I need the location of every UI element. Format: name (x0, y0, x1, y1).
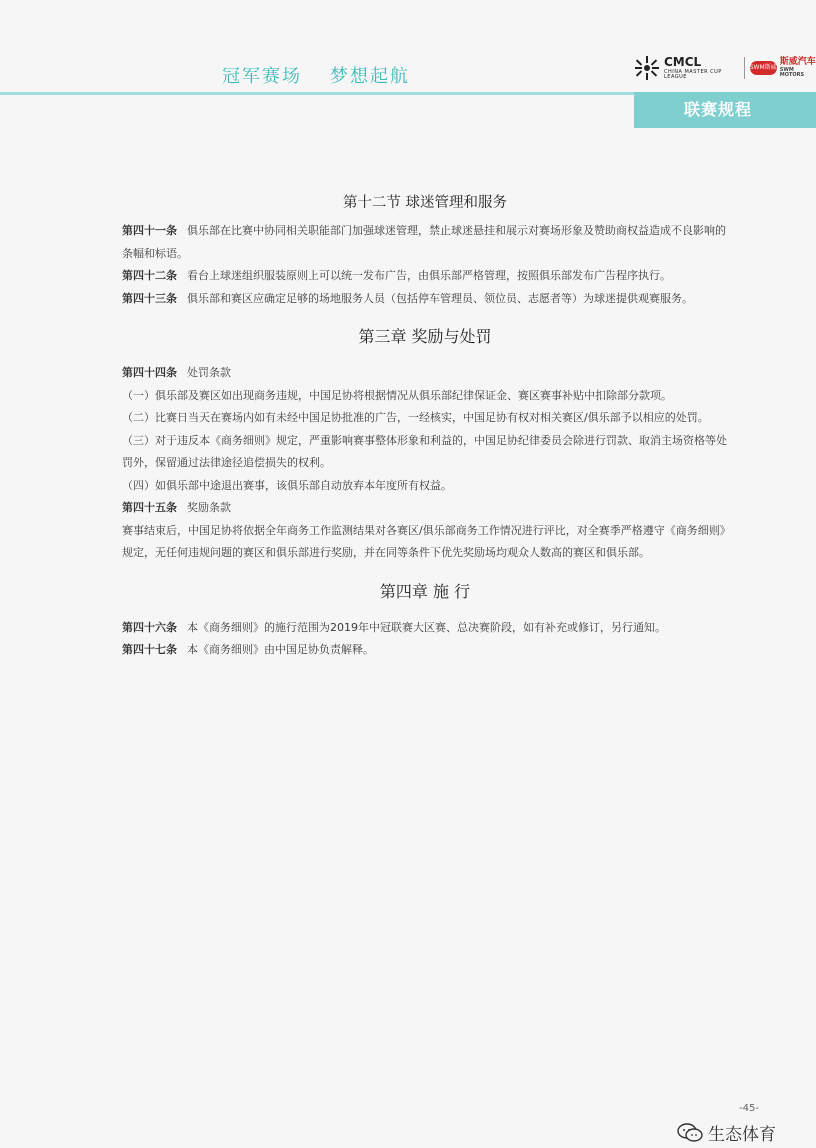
chapter-4-heading: 第四章 施 行 (379, 581, 471, 601)
article-title: 奖励条款 (187, 501, 231, 514)
article-label: 第四十一条 (122, 224, 177, 237)
article-text: 本《商务细则》的施行范围为2019年中冠联赛大区赛、总决赛阶段，如有补充或修订，另行通知。 (187, 620, 666, 634)
article-title: 处罚条款 (187, 366, 231, 379)
article-label: 第四十六条 (122, 620, 177, 634)
article-label: 第四十二条 (122, 269, 177, 282)
header-slogan (222, 62, 410, 88)
article-44-item-2: （二）比赛日当天在赛场内如有未经中国足协批准的广告，一经核实，中国足协有权对相关赛区/俱乐部予以相应的处罚。 (122, 411, 709, 424)
article-41 (122, 220, 728, 265)
swm-logo-subtitle: SWM MOTORS (779, 67, 805, 78)
article-44-item-4: （四）如俱乐部中途退出赛事，该俱乐部自动放弃本年度所有权益。 (122, 478, 452, 492)
swm-logo-badge: SWM斯威 (750, 61, 777, 75)
slogan-right: 梦想起航 (330, 66, 410, 87)
watermark (676, 1120, 776, 1145)
header-logos (634, 54, 816, 82)
cmcl-logo-text: CMCL CHINA MASTER CUP LEAGUE (664, 56, 739, 80)
chapter-3-heading: 第三章 奖励与处罚 (358, 327, 492, 346)
article-label: 第四十五条 (122, 501, 177, 514)
swm-logo-text: 斯威汽车 SWM MOTORS (779, 57, 816, 78)
section-heading: 第十二节 球迷管理和服务 (342, 195, 508, 211)
article-43 (122, 288, 728, 311)
cmcl-logo-subtitle: CHINA MASTER CUP LEAGUE (664, 69, 722, 80)
logo-divider (744, 57, 745, 79)
article-label: 第四十四条 (122, 366, 177, 379)
article-text: 看台上球迷组织服装原则上可以统一发布广告，由俱乐部严格管理，按照俱乐部发布广告程序执行。 (187, 269, 671, 282)
article-text: 俱乐部和赛区应确定足够的场地服务人员（包括停车管理员、领位员、志愿者等）为球迷提供观赛服务。 (187, 291, 693, 305)
slogan-left: 冠军赛场 (222, 66, 302, 87)
article-45 (122, 497, 728, 520)
article-44-item-1: （一）俱乐部及赛区如出现商务违规，中国足协将根据情况从俱乐部纪律保证金、赛区赛事补贴中扣除部分款项。 (122, 388, 672, 402)
document-body (122, 190, 728, 662)
article-label: 第四十七条 (122, 643, 177, 656)
article-46 (122, 617, 728, 640)
article-42 (122, 265, 728, 288)
watermark-text: 生态体育 (708, 1125, 776, 1145)
article-44 (122, 362, 728, 385)
article-44-item-3: （三）对于违反本《商务细则》规定，严重影响赛事整体形象和利益的，中国足协纪律委员会除进行罚款、取消主场资格等处罚外，保留通过法律途径追偿损失的权利。 (122, 433, 727, 469)
section-tab: 联赛规程 (634, 92, 816, 128)
wechat-icon (676, 1122, 704, 1144)
article-47 (122, 639, 728, 662)
article-text: 俱乐部在比赛中协同相关职能部门加强球迷管理，禁止球迷悬挂和展示对赛场形象及赞助商权益造成不良影响的条幅和标语。 (122, 224, 726, 260)
article-label: 第四十三条 (122, 291, 177, 305)
cmcl-logo-icon (634, 55, 660, 81)
article-45-text: 赛事结束后，中国足协将依据全年商务工作监测结果对各赛区/俱乐部商务工作情况进行评比，对全赛季严格遵守《商务细则》规定，无任何违规问题的赛区和俱乐部进行奖励，并在同等条件下优先奖励场均观众人数高的赛区和俱乐部。 (122, 523, 726, 559)
article-text: 本《商务细则》由中国足协负责解释。 (187, 643, 374, 656)
page-number: -45- (739, 1103, 759, 1114)
